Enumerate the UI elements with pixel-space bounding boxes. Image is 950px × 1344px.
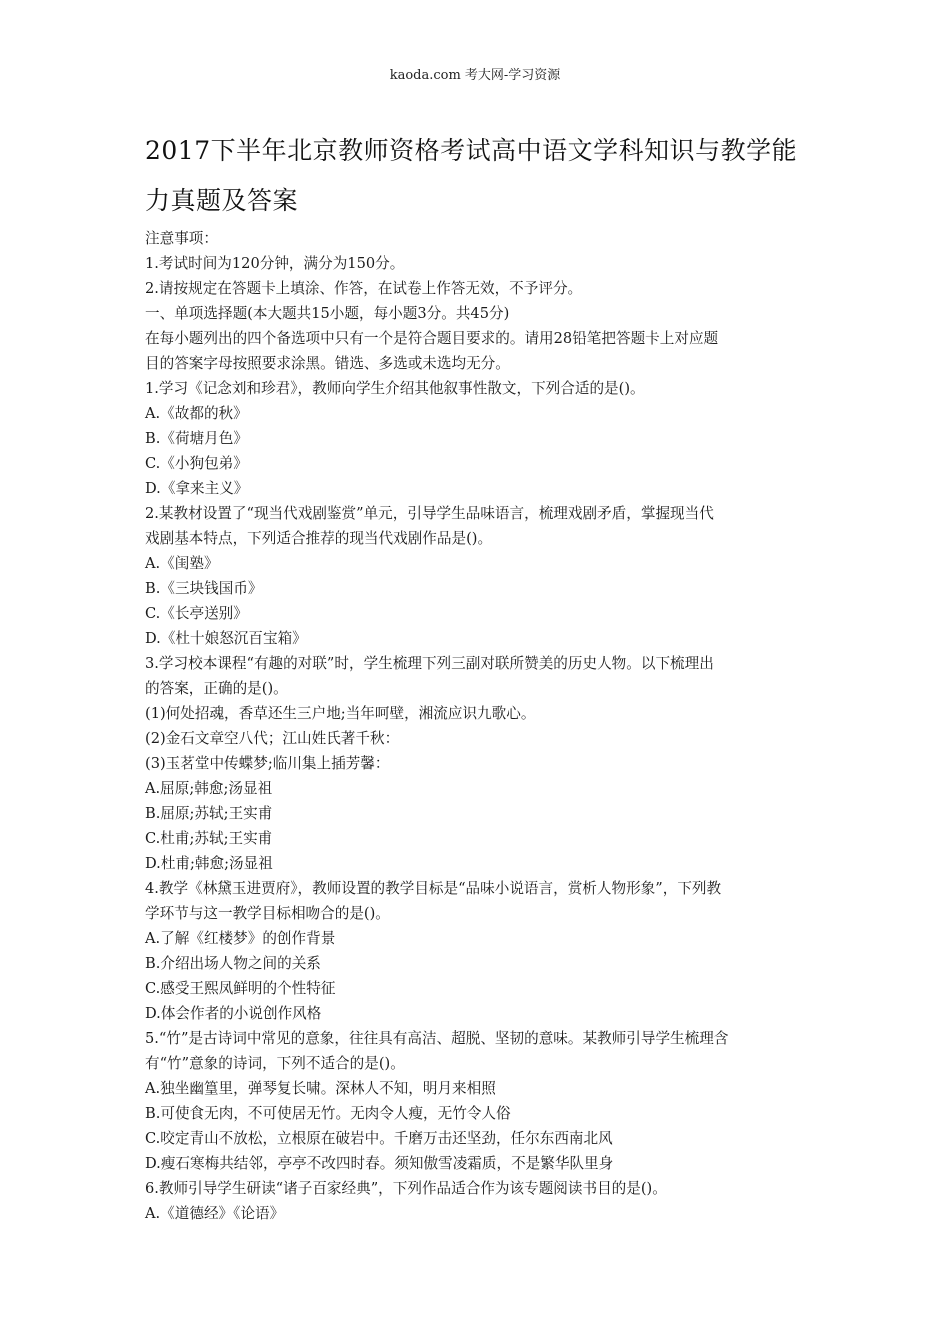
body-line: B.可使食无肉，不可使居无竹。无肉令人瘦，无竹令人俗 (145, 1105, 511, 1122)
body-line: D.杜甫;韩愈;汤显祖 (145, 855, 273, 872)
body-line: B.介绍出场人物之间的关系 (145, 955, 321, 972)
body-line: (2)金石文章空八代；江山姓氏著千秋： (145, 730, 400, 747)
document-title-line-1: 2017下半年北京教师资格考试高中语文学科知识与教学能 (145, 136, 798, 165)
body-line: 4.教学《林黛玉进贾府》，教师设置的教学目标是“品味小说语言，赏析人物形象”，下列教 (145, 880, 722, 897)
body-line: 3.学习校本课程“有趣的对联”时，学生梳理下列三副对联所赞美的历史人物。以下梳理出 (145, 655, 714, 672)
body-line: 2.某教材设置了“现当代戏剧鉴赏”单元，引导学生品味语言，梳理戏剧矛盾，掌握现当代 (145, 505, 714, 522)
body-line: A.《道德经》《论语》 (145, 1205, 285, 1222)
body-line: 戏剧基本特点，下列适合推荐的现当代戏剧作品是()。 (145, 530, 493, 547)
body-line: C.杜甫;苏轼;王实甫 (145, 830, 273, 847)
body-line: B.屈原;苏轼;王实甫 (145, 805, 273, 822)
body-line: B.《荷塘月色》 (145, 430, 248, 447)
body-line: D.体会作者的小说创作风格 (145, 1005, 322, 1022)
body-line: D.《拿来主义》 (145, 480, 249, 497)
document-title-line-2: 力真题及答案 (145, 186, 299, 215)
document-body (145, 226, 815, 1226)
body-line: 目的答案字母按照要求涂黑。错选、多选或未选均无分。 (145, 355, 510, 372)
body-line: 学环节与这一教学目标相吻合的是()。 (145, 905, 390, 922)
body-line: B.《三块钱国币》 (145, 580, 263, 597)
body-line: A.屈原;韩愈;汤显祖 (145, 780, 273, 797)
body-line: 2.请按规定在答题卡上填涂、作答，在试卷上作答无效，不予评分。 (145, 280, 583, 297)
body-line: (1)何处招魂，香草还生三户地;当年呵壁，湘流应识九歌心。 (145, 705, 536, 722)
body-line: D.瘦石寒梅共结邻，亭亭不改四时春。须知傲雪凌霜质，不是繁华队里身 (145, 1155, 614, 1172)
body-line: 6.教师引导学生研读“诸子百家经典”，下列作品适合作为该专题阅读书目的是()。 (145, 1180, 667, 1197)
body-line: 1.学习《记念刘和珍君》，教师向学生介绍其他叙事性散文，下列合适的是()。 (145, 380, 645, 397)
body-line: 有“竹”意象的诗词，下列不适合的是()。 (145, 1055, 405, 1072)
body-line: C.《小狗包弟》 (145, 455, 248, 472)
body-line: 的答案，正确的是()。 (145, 680, 288, 697)
body-line: A.了解《红楼梦》的创作背景 (145, 930, 336, 947)
body-line: C.咬定青山不放松，立根原在破岩中。千磨万击还坚劲，任尔东西南北风 (145, 1130, 613, 1147)
body-line: 1.考试时间为120分钟，满分为150分。 (145, 255, 405, 272)
body-line: A.《故都的秋》 (145, 405, 248, 422)
body-line: 5.“竹”是古诗词中常见的意象，往往具有高洁、超脱、坚韧的意味。某教师引导学生梳理含 (145, 1030, 729, 1047)
body-line: A.《闺塾》 (145, 555, 219, 572)
body-line: 注意事项： (145, 230, 218, 247)
page-header: kaoda.com 考大网-学习资源 (389, 68, 561, 83)
body-line: C.感受王熙凤鲜明的个性特征 (145, 980, 336, 997)
body-line: A.独坐幽篁里，弹琴复长啸。深林人不知，明月来相照 (145, 1080, 496, 1097)
body-line: D.《杜十娘怒沉百宝箱》 (145, 630, 307, 647)
body-line: C.《长亭送别》 (145, 605, 248, 622)
body-line: 在每小题列出的四个备选项中只有一个是符合题目要求的。请用28铅笔把答题卡上对应题 (145, 330, 719, 347)
body-line: 一、单项选择题(本大题共15小题，每小题3分。共45分) (145, 305, 510, 322)
body-line: (3)玉茗堂中传蝶梦;临川集上插芳馨： (145, 755, 390, 772)
